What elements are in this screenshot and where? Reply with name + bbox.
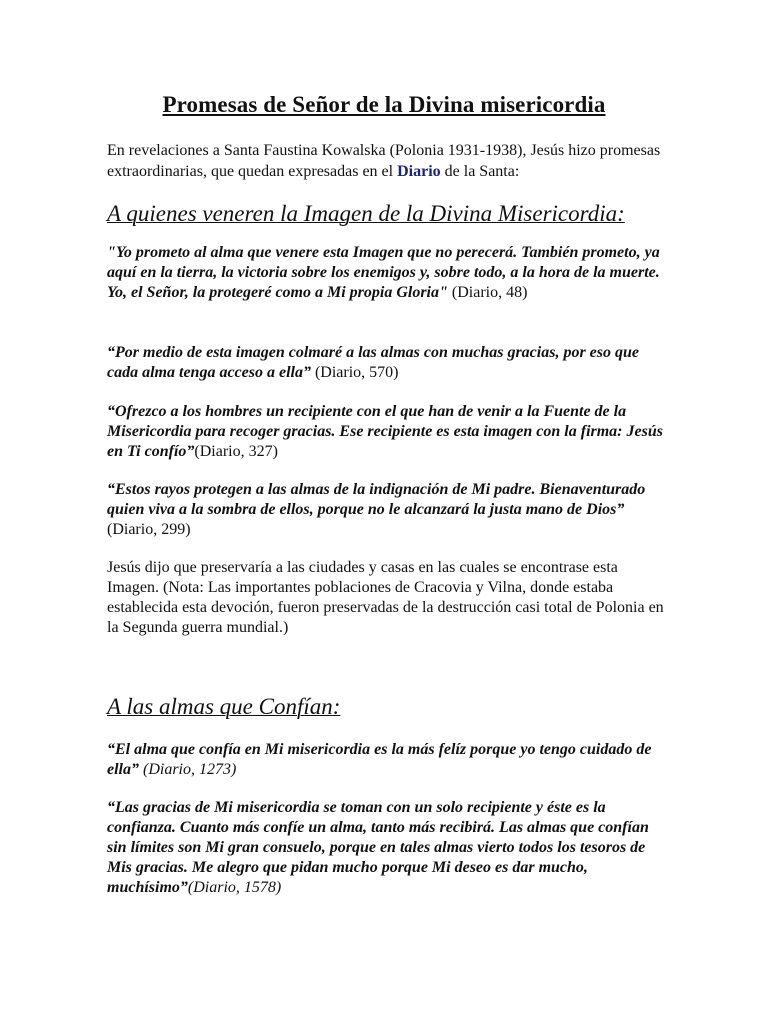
diary-reference: (Diario, 570) (310, 364, 399, 381)
diary-reference: (Diario, 299) (107, 521, 191, 538)
diary-reference: (Diario, 48) (447, 284, 528, 301)
promise-paragraph (107, 798, 667, 898)
diary-reference: (Diario, 1273) (139, 761, 237, 778)
diario-link[interactable]: Diario (397, 163, 441, 180)
promise-paragraph (107, 343, 667, 383)
promise-quote: “Por medio de esta imagen colmaré a las almas con muchas gracias, por eso que cada alma tenga acceso a ella” (107, 344, 639, 381)
diary-reference: (Diario, 1578) (187, 879, 282, 896)
promise-quote: "Yo prometo al alma que venere esta Imagen que no perecerá. También prometo, ya aquí en la tierra, la victoria sobre los enemigos y, sobre todo, a la hora de la muerte. Yo, el Señor, la protegeré como a Mi propia Gloria" (107, 244, 660, 301)
section-heading-imagen: A quienes veneren la Imagen de la Divina Misericordia: (107, 201, 625, 226)
section-heading-confian: A las almas que Confían: (107, 694, 341, 719)
diary-reference: (Diario, 327) (194, 443, 278, 460)
historical-note: Jesús dijo que preservaría a las ciudades y casas en las cuales se encontrase esta Imagen. (Nota: Las importantes poblaciones de Cracovia y Vilna, donde estaba establecida esta devoción, fueron preservadas de la destrucción casi total de Polonia en la Segunda guerra mundial.) (107, 559, 664, 636)
promise-quote: “Las gracias de Mi misericordia se toman con un solo recipiente y éste es la confianza. Cuanto más confíe un alma, tanto más recibirá. Las almas que confían sin límites son Mi gran consuelo, porque en tales almas vierto todos los tesoros de Mis gracias. Me alegro que pidan mucho porque Mi deseo es dar mucho, muchísimo” (107, 799, 649, 896)
promise-paragraph (107, 480, 667, 540)
intro-text-before: En revelaciones a Santa Faustina Kowalska (Polonia 1931-1938), Jesús hizo promesas extraordinarias, que quedan expresadas en el (107, 142, 661, 180)
promise-quote: “Ofrezco a los hombres un recipiente con el que han de venir a la Fuente de la Misericordia para recoger gracias. Ese recipiente es esta imagen con la firma: Jesús en Ti confío” (107, 403, 663, 460)
promise-quote: “Estos rayos protegen a las almas de la indignación de Mi padre. Bienaventurado quien viva a la sombra de ellos, porque no le alcanzará la justa mano de Dios” (107, 481, 646, 518)
promise-quote: “El alma que confía en Mi misericordia es la más felíz porque yo tengo cuidado de ella” (107, 741, 652, 778)
intro-text-after: de la Santa: (440, 163, 520, 180)
promise-paragraph (107, 402, 667, 462)
promise-paragraph (107, 243, 667, 303)
promise-paragraph (107, 740, 667, 780)
intro-paragraph (107, 140, 667, 182)
page-title: Promesas de Señor de la Divina misericordia (162, 92, 606, 117)
